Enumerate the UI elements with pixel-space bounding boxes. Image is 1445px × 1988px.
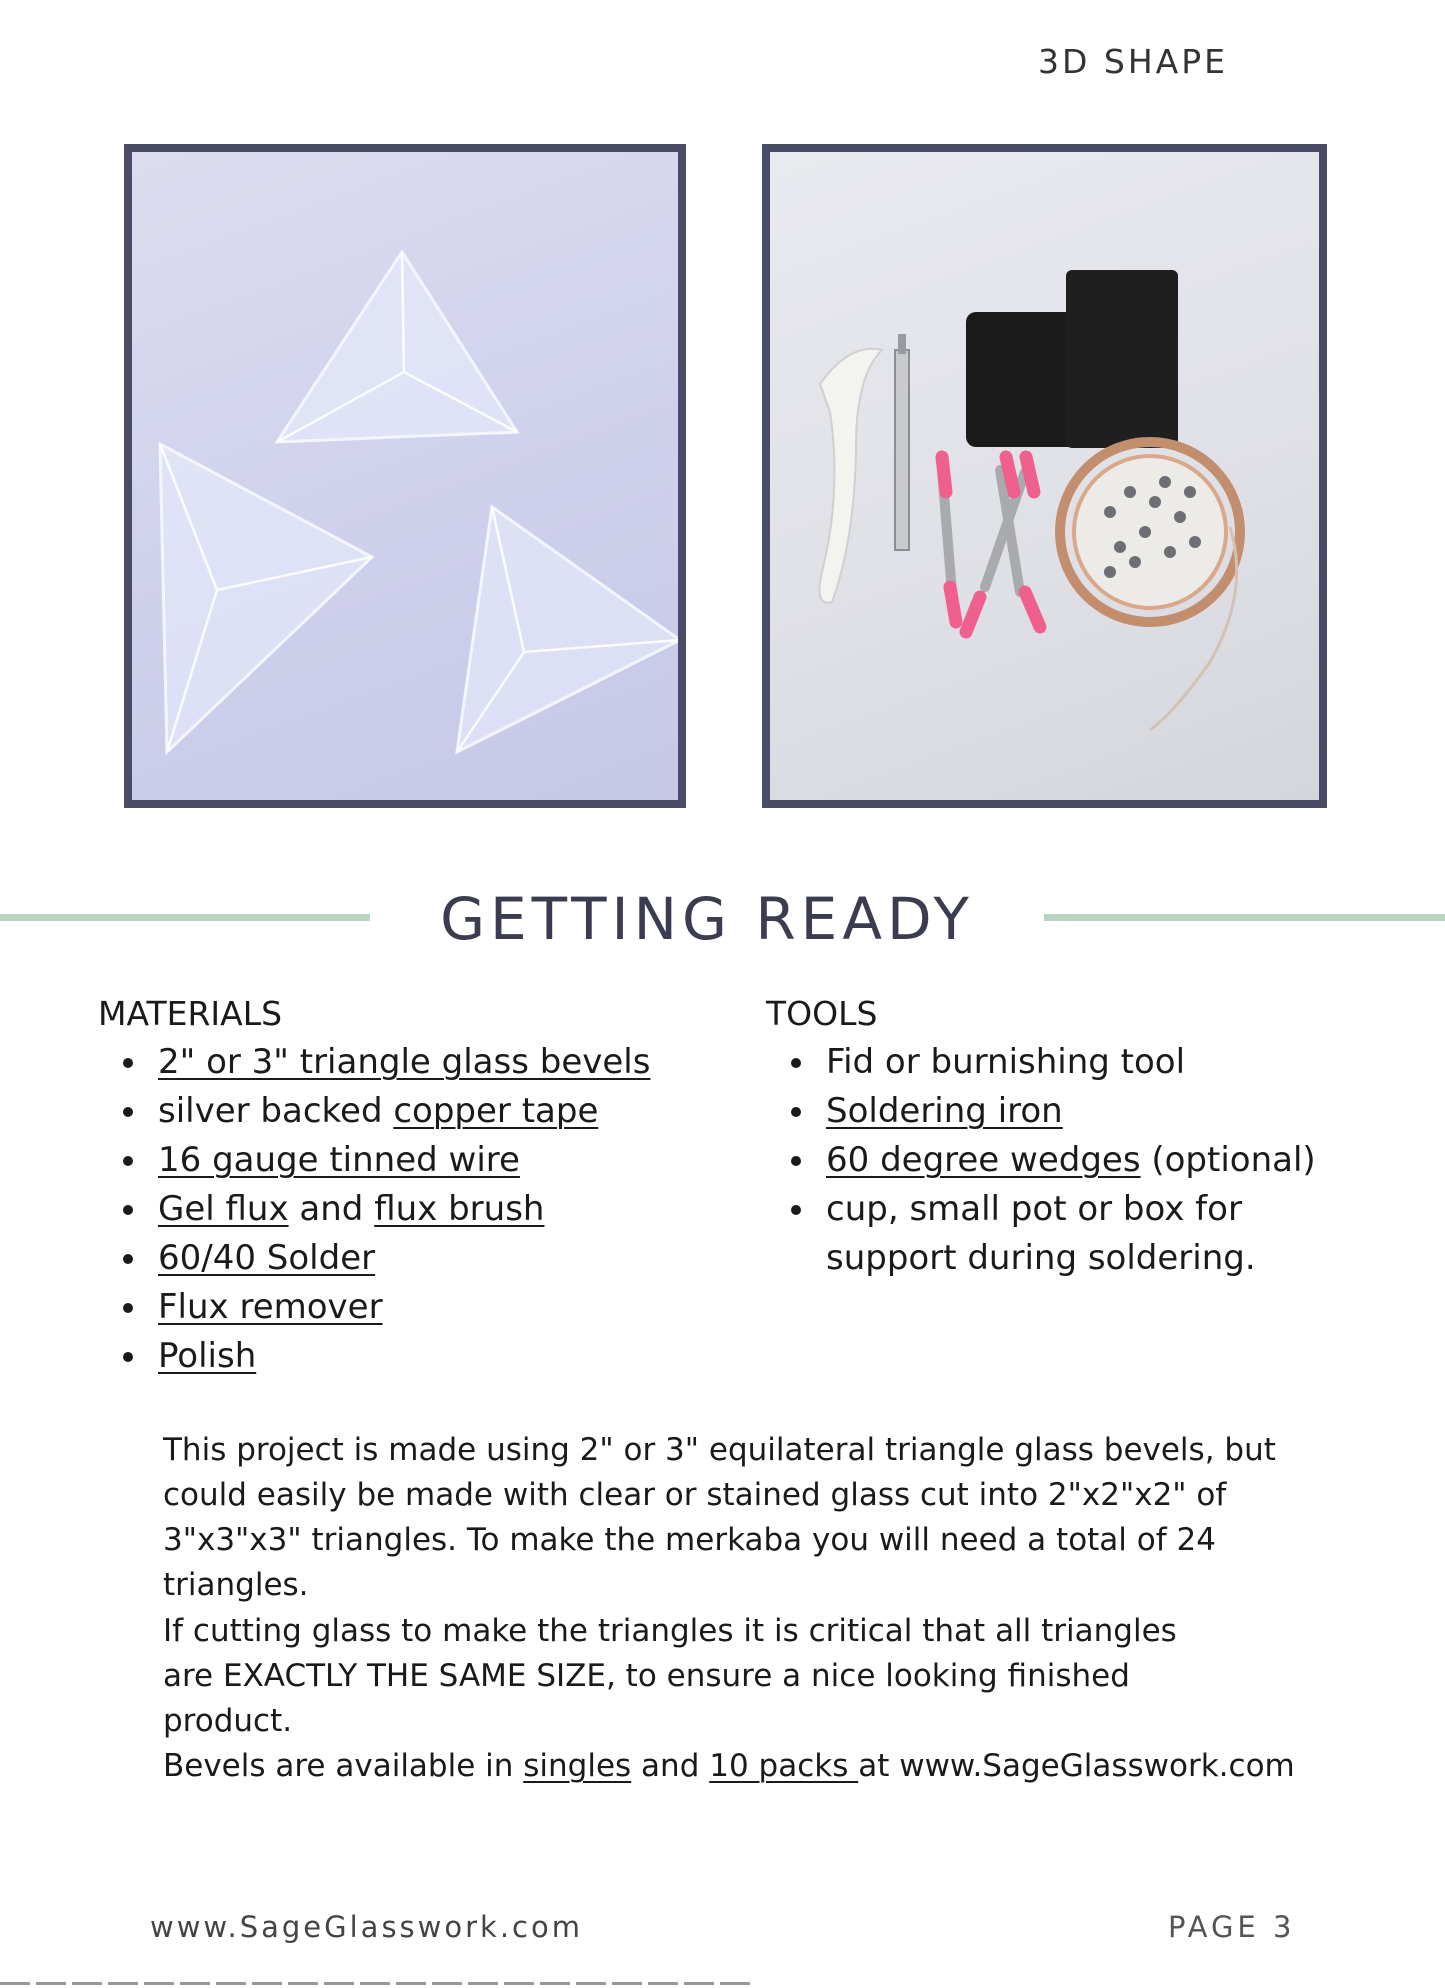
- tools-title: TOOLS: [766, 994, 878, 1033]
- materials-section: [98, 994, 738, 1381]
- glass-triangles-illustration: [132, 152, 678, 800]
- item-text: Fid or burnishing tool: [826, 1042, 1186, 1082]
- list-item: [766, 1038, 1406, 1087]
- link-soldering-iron[interactable]: Soldering iron: [826, 1091, 1063, 1131]
- link-10-packs[interactable]: 10 packs: [709, 1748, 859, 1784]
- body-paragraph-3: [163, 1744, 1343, 1789]
- list-item: [98, 1283, 738, 1332]
- link-60-degree-wedges[interactable]: 60 degree wedges: [826, 1140, 1141, 1180]
- link-singles[interactable]: singles: [523, 1748, 632, 1784]
- para-text: and: [631, 1748, 710, 1784]
- list-item: [98, 1038, 738, 1087]
- body-paragraph-2: If cutting glass to make the triangles it is critical that all triangles are EXACTLY THE SAME SIZE, to ensure a nice looking finished product.: [163, 1613, 1177, 1739]
- link-polish[interactable]: Polish: [158, 1336, 257, 1376]
- item-text: (optional): [1140, 1140, 1316, 1180]
- tools-photo: [762, 144, 1327, 808]
- section-heading: GETTING READY: [440, 885, 974, 953]
- footer-page-number: PAGE 3: [1168, 1910, 1296, 1944]
- link-triangle-glass-bevels[interactable]: 2" or 3" triangle glass bevels: [158, 1042, 651, 1082]
- list-item: [766, 1185, 1296, 1283]
- body-paragraph-1: This project is made using 2" or 3" equilateral triangle glass bevels, but could easily be made with clear or stained glass cut into 2"x2"x2" of 3"x3"x3" triangles. To make the merkaba you will need a total of 24 triangles.: [163, 1432, 1276, 1603]
- footer-website: www.SageGlasswork.com: [150, 1910, 583, 1944]
- list-item: [766, 1087, 1406, 1136]
- item-text: and: [288, 1189, 375, 1229]
- materials-title: MATERIALS: [98, 994, 283, 1033]
- materials-list: [98, 1038, 738, 1381]
- list-item: [98, 1332, 738, 1381]
- tools-section: [766, 994, 1406, 1283]
- heading-rule-left: [0, 914, 370, 921]
- tools-illustration: [770, 152, 1319, 800]
- list-item: [98, 1185, 738, 1234]
- list-item: [766, 1136, 1406, 1185]
- link-copper-tape[interactable]: copper tape: [393, 1091, 599, 1131]
- list-item: [98, 1136, 738, 1185]
- para-text: at www.SageGlasswork.com: [858, 1748, 1295, 1784]
- link-flux-brush[interactable]: flux brush: [374, 1189, 545, 1229]
- item-text: silver backed: [158, 1091, 394, 1131]
- glass-bevels-photo: [124, 144, 686, 808]
- tools-list: [766, 1038, 1406, 1283]
- list-item: [98, 1234, 738, 1283]
- list-item: [98, 1087, 738, 1136]
- header-label: 3D SHAPE: [1038, 42, 1228, 81]
- link-flux-remover[interactable]: Flux remover: [158, 1287, 383, 1327]
- para-text: Bevels are available in: [163, 1748, 524, 1784]
- footer-dashed-line: [0, 1982, 750, 1985]
- link-gel-flux[interactable]: Gel flux: [158, 1189, 289, 1229]
- heading-rule-right: [1044, 914, 1445, 921]
- item-text: cup, small pot or box for support during soldering.: [826, 1189, 1256, 1278]
- link-solder[interactable]: 60/40 Solder: [158, 1238, 376, 1278]
- link-tinned-wire[interactable]: 16 gauge tinned wire: [158, 1140, 520, 1180]
